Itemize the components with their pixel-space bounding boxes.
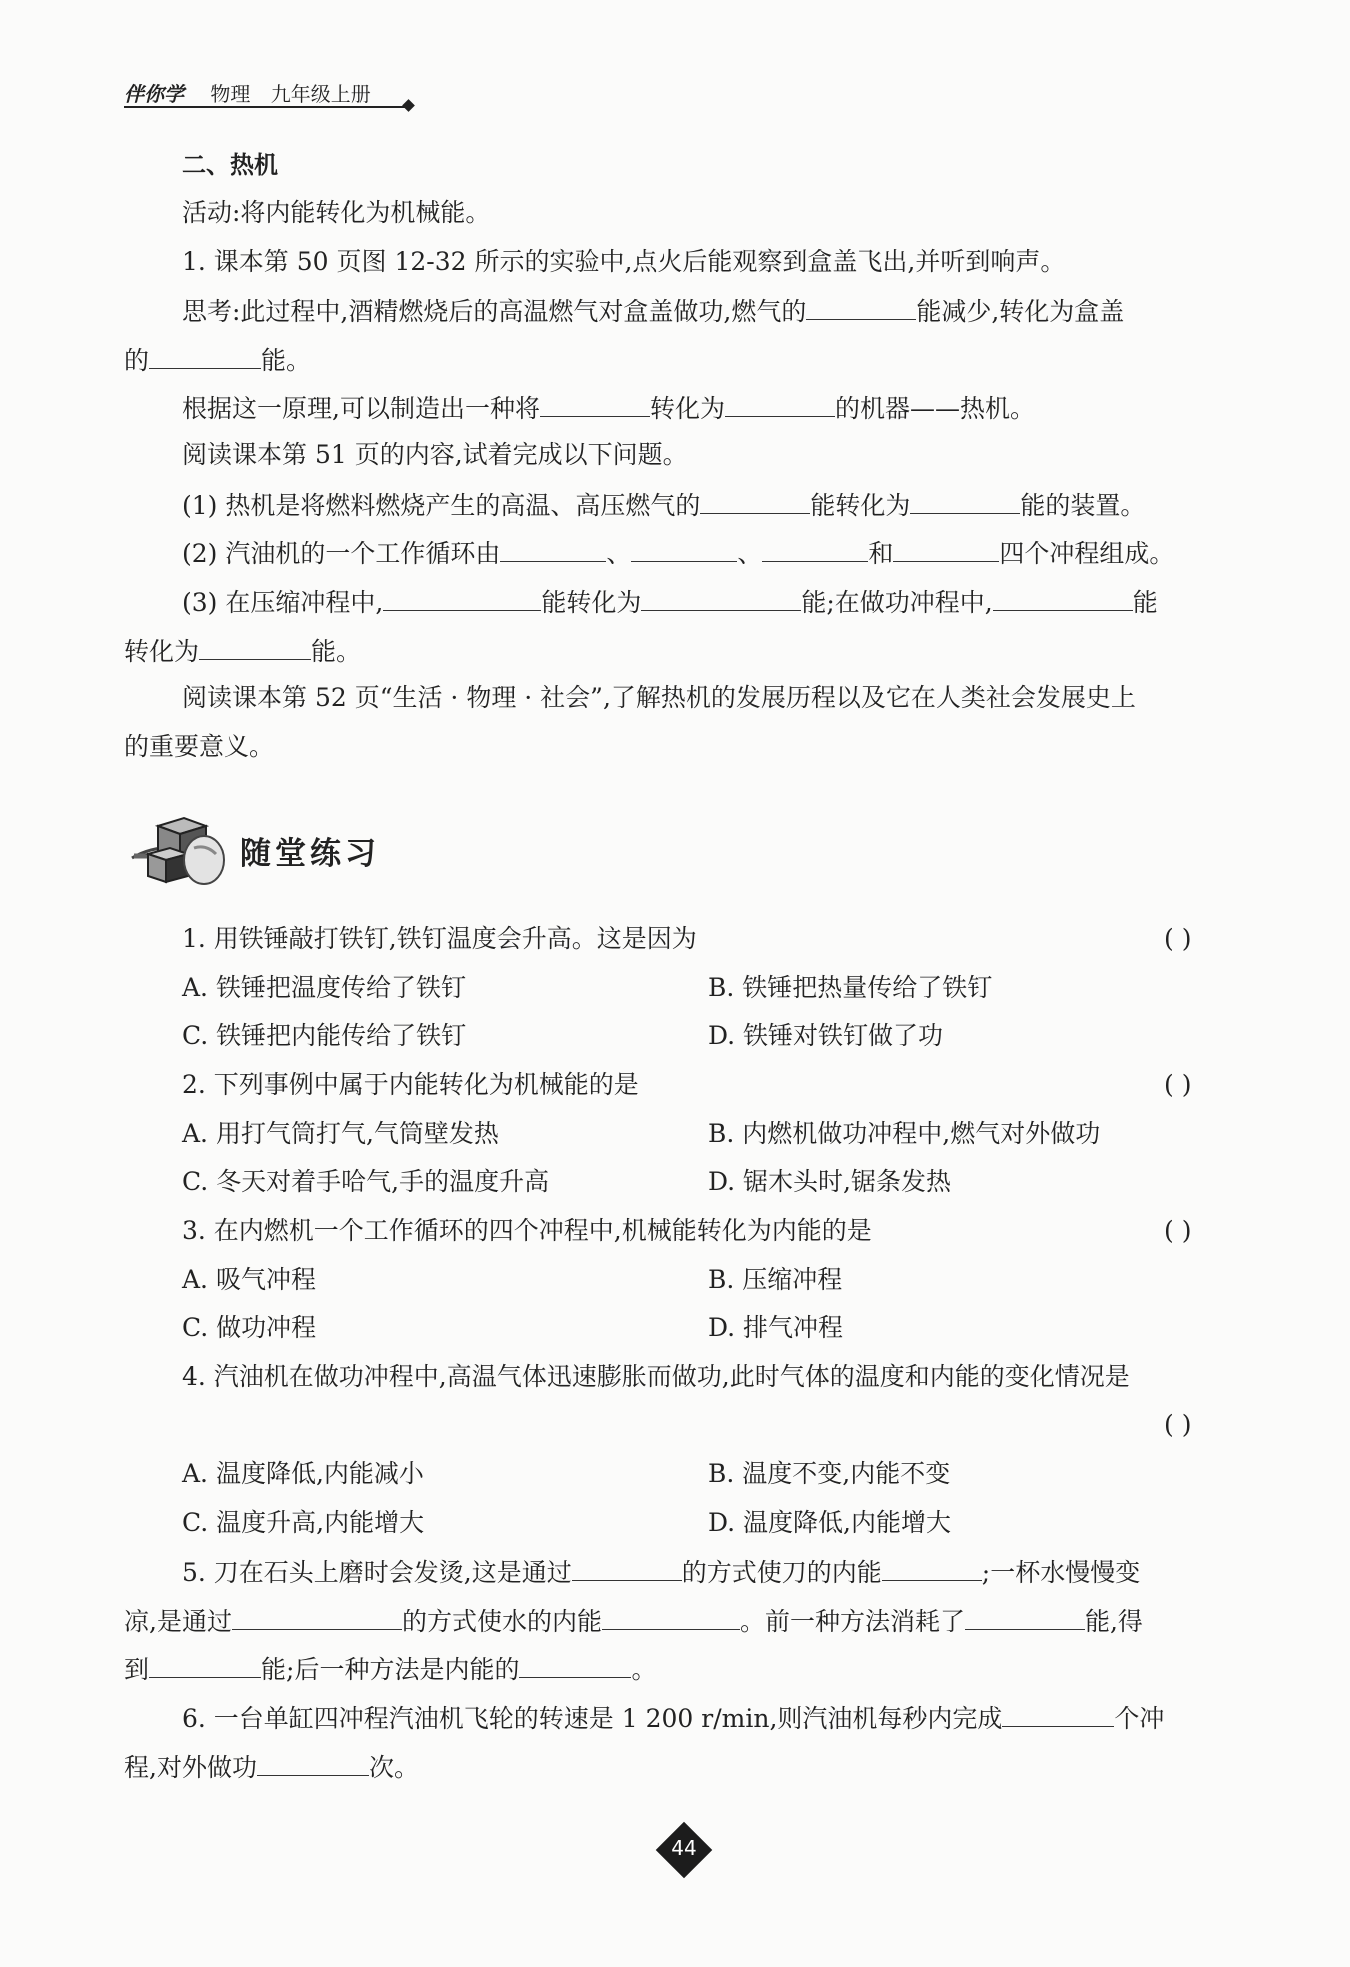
answer-blank[interactable] [199,633,311,660]
fill-q2-sep: 、 [606,539,632,568]
answer-blank[interactable] [762,535,868,562]
fill-q3 [182,584,1158,620]
think-line-2 [124,342,311,378]
read51-line: 阅读课本第 51 页的内容,试着完成以下问题。 [182,440,688,469]
activity-line: 活动:将内能转化为机械能。 [182,198,491,227]
fill-q3-text-6: 能。 [311,637,362,666]
q5-text-8: 到 [124,1655,150,1684]
answer-blank[interactable] [725,390,835,417]
page-number: 44 [671,1836,697,1860]
answer-blank[interactable] [641,584,801,611]
q2-option-c[interactable]: C. 冬天对着手哈气,手的温度升高 [182,1167,550,1196]
q2-option-a[interactable]: A. 用打气筒打气,气筒壁发热 [182,1119,499,1148]
header-diamond-icon [402,99,415,112]
q3-option-a[interactable]: A. 吸气冲程 [182,1265,316,1294]
answer-blank[interactable] [232,1603,402,1630]
answer-blank[interactable] [149,1651,261,1678]
fill-q2-and: 和 [868,539,894,568]
q1-option-d[interactable]: D. 铁锤对铁钉做了功 [708,1021,944,1050]
answer-paren[interactable]: ( ) [1164,1410,1192,1439]
header-rule [124,106,408,108]
q5-text-2: 的方式使刀的内能 [681,1558,882,1587]
question-5-line-2 [124,1603,1143,1639]
answer-paren[interactable]: ( ) [1164,924,1192,953]
principle-text: 根据这一原理,可以制造出一种将 [182,394,540,423]
q4-option-d[interactable]: D. 温度降低,内能增大 [708,1508,951,1537]
fill-q1-text-3: 能的装置。 [1020,491,1146,520]
q5-text-4: 凉,是通过 [124,1607,232,1636]
answer-blank[interactable] [700,487,810,514]
answer-blank[interactable] [602,1603,740,1630]
fill-q1-text: (1) 热机是将燃料燃烧产生的高温、高压燃气的 [182,491,701,520]
q4-option-b[interactable]: B. 温度不变,内能不变 [708,1459,951,1488]
section-heading: 二、热机 [182,151,278,179]
question-6-line-2 [124,1749,419,1785]
q5-text-9: 能;后一种方法是内能的 [261,1655,520,1684]
question-6-line-1 [182,1700,1164,1736]
principle-text-2: 转化为 [649,394,725,423]
q1-option-b[interactable]: B. 铁锤把热量传给了铁钉 [708,973,993,1002]
answer-blank[interactable] [993,584,1133,611]
think-text-4: 能。 [261,346,312,375]
fill-q1 [182,487,1145,523]
q5-text-10: 。 [631,1655,657,1684]
answer-blank[interactable] [519,1651,631,1678]
q6-text-2: 个冲 [1114,1704,1165,1733]
q2-option-d[interactable]: D. 锯木头时,锯条发热 [708,1167,951,1196]
q5-text: 5. 刀在石头上磨时会发烫,这是通过 [182,1558,572,1587]
think-line [182,293,1124,329]
principle-text-3: 的机器——热机。 [834,394,1035,423]
read52-line: 阅读课本第 52 页“生活 · 物理 · 社会”,了解热机的发展历程以及它在人类社会发展史上 [182,683,1136,712]
q2-option-b[interactable]: B. 内燃机做功冲程中,燃气对外做功 [708,1119,1101,1148]
question-5-line-1 [182,1554,1140,1590]
principle-line [182,390,1035,426]
q3-option-c[interactable]: C. 做功冲程 [182,1313,317,1342]
fill-q3-line-2 [124,633,361,669]
answer-blank[interactable] [631,535,737,562]
header-grade: 九年级上册 [270,82,371,106]
fill-q1-text-2: 能转化为 [810,491,911,520]
question-2-stem: 2. 下列事例中属于内能转化为机械能的是 [182,1070,639,1099]
header-subject: 物理 [210,82,251,106]
answer-paren[interactable]: ( ) [1164,1070,1192,1099]
q6-text-3: 程,对外做功 [124,1753,257,1782]
fill-q2-text: (2) 汽油机的一个工作循环由 [182,539,501,568]
q5-text-7: 能,得 [1084,1607,1143,1636]
q3-option-d[interactable]: D. 排气冲程 [708,1313,844,1342]
answer-blank[interactable] [1002,1700,1114,1727]
q4-option-c[interactable]: C. 温度升高,内能增大 [182,1508,425,1537]
fill-q2-sep-2: 、 [737,539,763,568]
fill-q2-text-2: 四个冲程组成。 [999,539,1175,568]
experiment-line: 1. 课本第 50 页图 12-32 所示的实验中,点火后能观察到盒盖飞出,并听到响声。 [182,247,1066,276]
read52-line-2: 的重要意义。 [124,732,275,761]
answer-blank[interactable] [540,390,650,417]
running-header [124,78,414,110]
answer-blank[interactable] [257,1749,369,1776]
answer-paren[interactable]: ( ) [1164,1216,1192,1245]
answer-blank[interactable] [806,293,916,320]
question-1-stem: 1. 用铁锤敲打铁钉,铁钉温度会升高。这是因为 [182,924,697,953]
question-4-stem: 4. 汽油机在做功冲程中,高温气体迅速膨胀而做功,此时气体的温度和内能的变化情况是 [182,1362,1130,1391]
answer-blank[interactable] [893,535,999,562]
answer-blank[interactable] [500,535,606,562]
practice-cube-icon [128,808,232,892]
page-number-badge [656,1822,712,1878]
think-text-2: 能减少,转化为盒盖 [916,297,1125,326]
q6-text-4: 次。 [368,1753,419,1782]
fill-q3-text-4: 能 [1132,588,1158,617]
fill-q3-text-3: 能;在做功冲程中, [801,588,993,617]
answer-blank[interactable] [149,342,261,369]
q5-text-5: 的方式使水的内能 [401,1607,602,1636]
book-brand: 伴你学 [124,82,184,106]
q6-text: 6. 一台单缸四冲程汽油机飞轮的转速是 1 200 r/min,则汽油机每秒内完成 [182,1704,1003,1733]
answer-blank[interactable] [383,584,541,611]
q4-option-a[interactable]: A. 温度降低,内能减小 [182,1459,424,1488]
fill-q2 [182,535,1174,571]
think-text: 思考:此过程中,酒精燃烧后的高温燃气对盒盖做功,燃气的 [182,297,807,326]
answer-blank[interactable] [965,1603,1085,1630]
think-text-3: 的 [124,346,150,375]
question-5-line-3 [124,1651,656,1687]
fill-q3-text-2: 能转化为 [541,588,642,617]
q5-text-3: ;一杯水慢慢变 [981,1558,1141,1587]
q5-text-6: 。前一种方法消耗了 [739,1607,965,1636]
practice-title: 随堂练习 [240,836,380,872]
answer-blank[interactable] [572,1554,682,1581]
q1-option-a[interactable]: A. 铁锤把温度传给了铁钉 [182,973,466,1002]
answer-blank[interactable] [910,487,1020,514]
q3-option-b[interactable]: B. 压缩冲程 [708,1265,843,1294]
question-3-stem: 3. 在内燃机一个工作循环的四个冲程中,机械能转化为内能的是 [182,1216,872,1245]
q1-option-c[interactable]: C. 铁锤把内能传给了铁钉 [182,1021,467,1050]
fill-q3-text-5: 转化为 [124,637,200,666]
answer-blank[interactable] [882,1554,982,1581]
fill-q3-text: (3) 在压缩冲程中, [182,588,384,617]
